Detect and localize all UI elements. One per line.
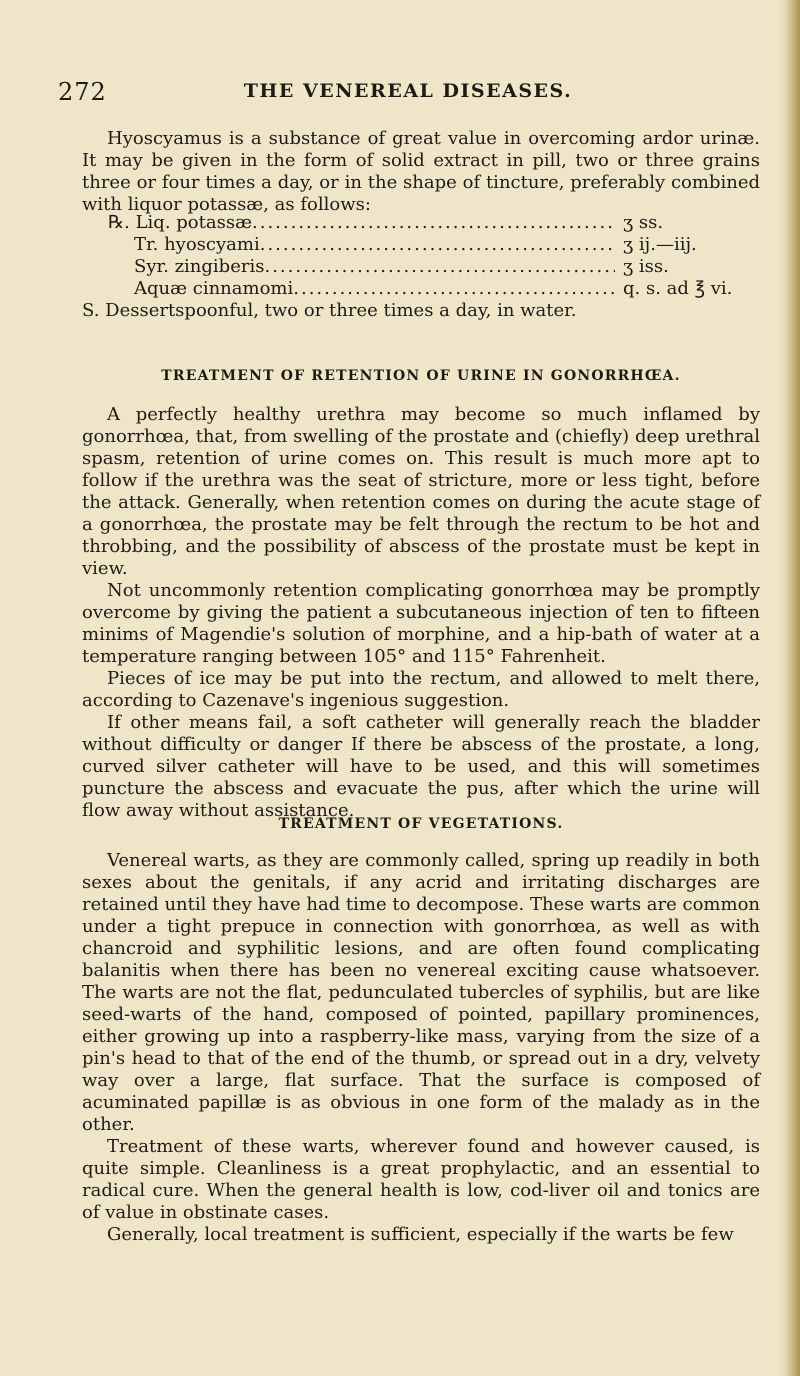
prescription (108, 212, 758, 300)
section-paragraph: Pieces of ice may be put into the rectum, and allowed to melt there, according to Cazenave's ingenious suggestion. (82, 668, 760, 711)
prescription-signa: S. Dessertspoonful, two or three times a day, in water. (82, 300, 577, 321)
section-paragraph: Generally, local treatment is sufficient, especially if the warts be few (107, 1224, 734, 1245)
leader-dots (264, 256, 615, 278)
leader-dots (260, 234, 615, 256)
section-paragraph: Venereal warts, as they are commonly called, spring up readily in both sexes about the genitals, if any acrid and irritating discharges are retained until they have had time to decompose. These warts are common under a tight prepuce in connection with gonorrhœa, as well as with chancroid and syphilitic lesions, and are often found complicating balanitis when there has been no venereal exciting cause whatsoever. The warts are not the flat, pedunculated tubercles of syphilis, but are like seed-warts of the hand, composed of pointed, papillary prominences, either growing up into a raspberry-like mass, varying from the size of a pin's head to that of the end of the thumb, or spread out in a dry, velvety way over a large, flat surface. That the surface is composed of acuminated papillæ is as obvious in one form of the malady as in the other. (82, 850, 760, 1135)
section-paragraph: Treatment of these warts, wherever found and however caused, is quite simple. Cleanliness is a great prophylactic, and an essential to radical cure. When the general health is low, cod-liver oil and tonics are of value in obstinate cases. (82, 1136, 760, 1223)
leader-dots (293, 278, 615, 300)
running-title: THE VENEREAL DISEASES. (243, 80, 573, 102)
section-vegetations-body (82, 850, 760, 1246)
ingredient-quantity: q. s. ad ℥ vi. (623, 278, 733, 299)
ingredient-quantity: ʒ iss. (623, 256, 669, 277)
intro-paragraph: Hyoscyamus is a substance of great value in overcoming ardor urinæ. It may be given in the form of solid extract in pill, two or three grains three or four times a day, or in the shape of tincture, preferably combined with liquor potassæ, as follows: (82, 128, 760, 215)
section-heading-vegetations: TREATMENT OF VEGETATIONS. (278, 816, 564, 832)
prescription-line (108, 212, 758, 234)
prescription-line (108, 234, 758, 256)
page-number: 272 (58, 78, 107, 106)
section-paragraph: Not uncommonly retention complicating gonorrhœa may be promptly overcome by giving the patient a subcutaneous injection of ten to fifteen minims of Magendie's solution of morphine, and a hip-bath of water at a temperature ranging between 105° and 115° Fahrenheit. (82, 580, 760, 667)
section-retention-body (82, 404, 760, 822)
ingredient-quantity: ʒ ij.—iij. (623, 234, 697, 255)
intro-block (82, 128, 760, 216)
ingredient-name: Aquæ cinnamomi (134, 278, 294, 299)
section-paragraph: If other means fail, a soft catheter will generally reach the bladder without difficulty or danger If there be abscess of the prostate, a long, curved silver catheter will have to be used, and this will sometimes puncture the abscess and evacuate the pus, after which the urine will flow away without assistance. (82, 712, 760, 821)
ingredient-quantity: ʒ ss. (623, 212, 664, 233)
ingredient-name: Tr. hyoscyami (134, 234, 260, 255)
prescription-line (108, 278, 758, 300)
running-head (58, 78, 758, 108)
leader-dots (252, 212, 615, 234)
ingredient-name: Liq. potassæ (135, 212, 252, 233)
rx-symbol: ℞. (108, 212, 130, 233)
prescription-line (108, 256, 758, 278)
ingredient-name: Syr. zingiberis (134, 256, 265, 277)
section-paragraph: A perfectly healthy urethra may become so much inflamed by gonorrhœa, that, from swelling of the prostate and (chiefly) deep urethral spasm, retention of urine comes on. This result is much more apt to follow if the urethra was the seat of stricture, more or less tight, before the attack. Generally, when retention comes on during the acute stage of a gonorrhœa, the prostate may be felt through the rectum to be hot and throbbing, and the possibility of abscess of the prostate must be kept in view. (82, 404, 760, 579)
section-heading-retention: TREATMENT OF RETENTION OF URINE IN GONORRHŒA. (161, 368, 681, 384)
page-edge (778, 0, 800, 1376)
